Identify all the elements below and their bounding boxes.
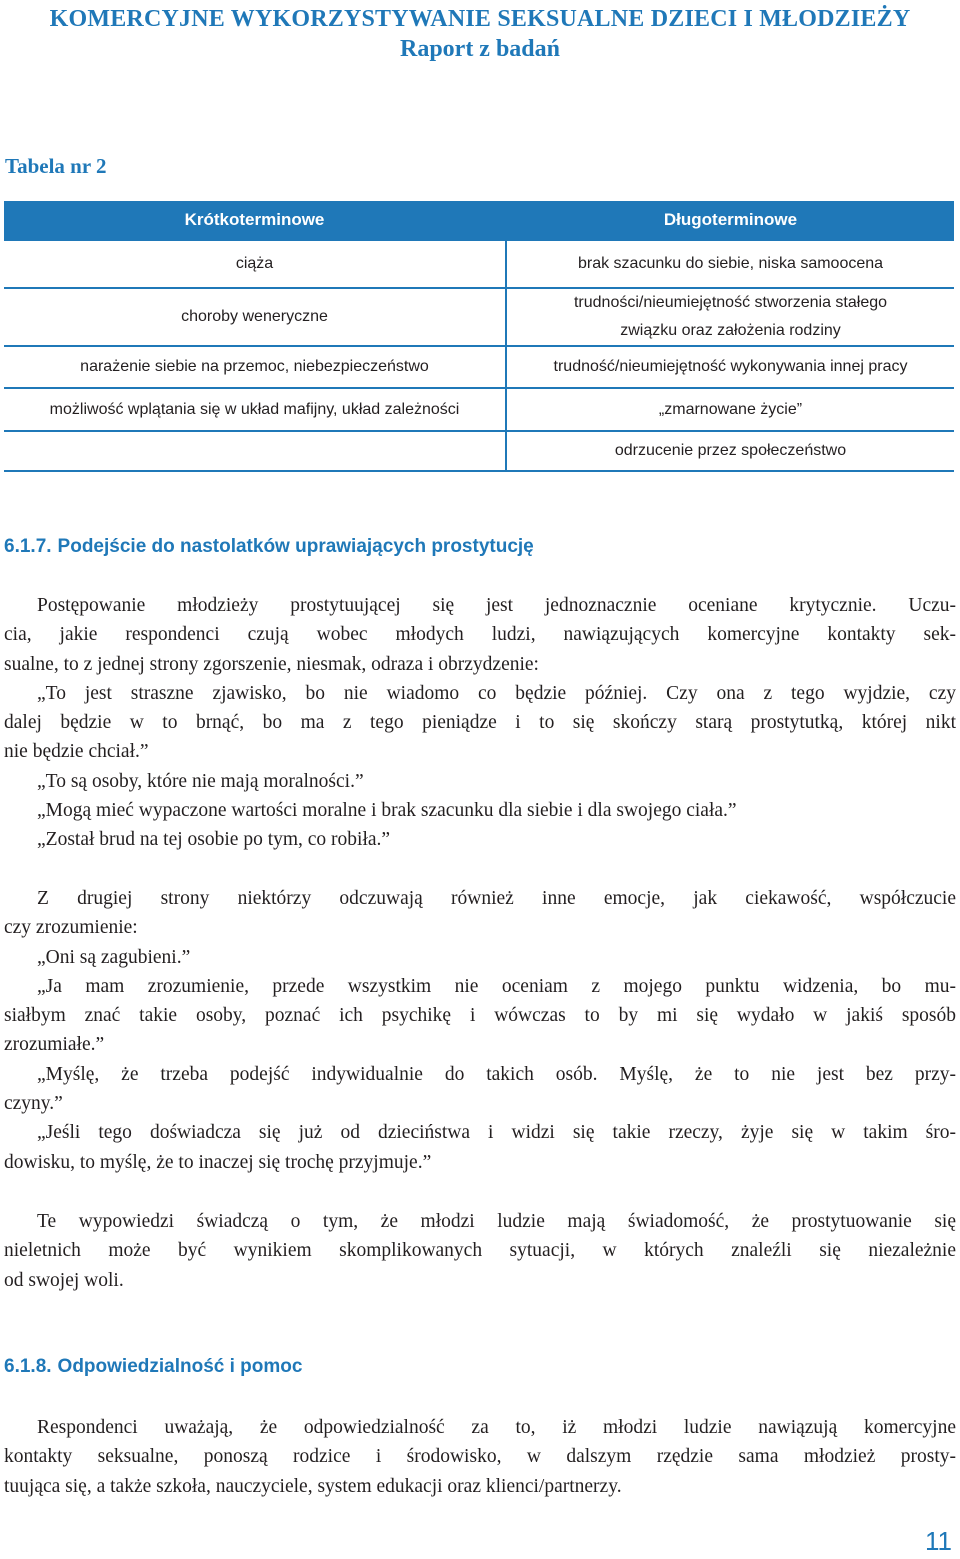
text-line: czy zrozumienie: [4, 917, 138, 939]
quote-line: czyny.” [4, 1093, 63, 1115]
table-cell-line: trudności/nieumiejętność stworzenia stałego [573, 294, 888, 311]
quote-line: „Został brud na tej osobie po tym, co robiła.” [37, 829, 391, 851]
table-cell-empty [4, 432, 505, 470]
short-term-column [4, 201, 505, 472]
quote-line: nie będzie chciał.” [4, 741, 149, 763]
table-cell: brak szacunku do siebie, niska samoocena [507, 241, 954, 287]
quote-line: „Mogą mieć wypaczone wartości moralne i brak szacunku dla siebie i dla swojego ciała.” [37, 800, 737, 822]
section-heading-6-1-7 [4, 536, 534, 558]
table-cell: ciąża [4, 241, 505, 287]
quote-line: „Jeśli tego doświadcza się już od dzieciństwa i widzi się takie rzeczy, żyje się w takim śro- [37, 1122, 956, 1144]
paragraph-2 [4, 884, 956, 1177]
report-title: KOMERCYJNE WYKORZYSTYWANIE SEKSUALNE DZIECI I MŁODZIEŻY [49, 6, 911, 32]
section-heading-6-1-8 [4, 1356, 302, 1378]
report-subtitle: Raport z badań [399, 36, 561, 62]
text-line: Respondenci uważają, że odpowiedzialność za to, iż młodzi ludzie nawiązują komercyjne [37, 1417, 956, 1438]
table-cell: „zmarnowane życie” [507, 389, 954, 430]
quote-line: „Myślę, że trzeba podejść indywidualnie do takich osób. Myślę, że to nie jest bez przy- [37, 1063, 956, 1085]
quote-line: „Oni są zagubieni.” [37, 946, 191, 968]
text-line: Z drugiej strony niektórzy odczuwają również inne emocje, jak ciekawość, współczucie [37, 888, 956, 909]
table-cell: choroby weneryczne [4, 289, 505, 345]
quote-line: siałbym znać takie osoby, poznać ich psychikę i wówczas to by mi się wydało w jakiś sposób [4, 1005, 956, 1027]
quote-line: dowisku, to myślę, że to inaczej się trochę przyjmuje.” [4, 1151, 432, 1173]
section-title: Odpowiedzialność i pomoc [57, 1356, 303, 1377]
text-line: kontakty seksualne, ponoszą rodzice i środowisko, w dalszym rzędzie sama młodzież prosty- [4, 1446, 956, 1468]
section-number: 6.1.7. [4, 536, 52, 557]
table-label: Tabela nr 2 [5, 154, 107, 178]
table-cell [507, 289, 954, 345]
long-term-column [507, 201, 954, 472]
text-line: nieletnich może być wynikiem skomplikowanych sytuacji, w których znaleźli się niezależnie [4, 1240, 956, 1262]
quote-line: „To są osoby, które nie mają moralności.” [37, 770, 364, 792]
consequences-table [4, 201, 954, 472]
text-line: od swojej woli. [4, 1269, 124, 1291]
quote-line: „Ja mam zrozumienie, przede wszystkim nie oceniam z mojego punktu widzenia, bo mu- [37, 975, 956, 997]
long-term-header: Długoterminowe [663, 210, 798, 229]
table-cell: trudność/nieumiejętność wykonywania innej pracy [507, 347, 954, 387]
table-cell: odrzucenie przez społeczeństwo [507, 432, 954, 470]
paragraph-1 [4, 591, 956, 855]
page-header [0, 4, 960, 64]
section-number: 6.1.8. [4, 1356, 52, 1377]
quote-line: dalej będzie w to brnąć, bo ma z tego pieniądze i to się skończy starą prostytutką, której nikt [4, 712, 956, 734]
short-term-header: Krótkoterminowe [184, 210, 325, 229]
text-line: Postępowanie młodzieży prostytuującej się jest jednoznacznie oceniane krytycznie. Uczu- [37, 595, 956, 616]
page-number: 11 [925, 1526, 952, 1556]
section-title: Podejście do nastolatków uprawiających prostytucję [57, 536, 534, 557]
table-cell: możliwość wplątania się w układ mafijny, układ zależności [4, 389, 505, 430]
text-line: sualne, to z jednej strony zgorszenie, niesmak, odraza i obrzydzenie: [4, 653, 539, 675]
quote-line: „To jest straszne zjawisko, bo nie wiadomo co będzie później. Czy ona z tego wyjdzie, czy [37, 682, 956, 704]
table-cell: narażenie siebie na przemoc, niebezpieczeństwo [4, 347, 505, 387]
text-line: cia, jakie respondenci czują wobec młodych ludzi, nawiązujących komercyjne kontakty sek- [4, 624, 956, 646]
paragraph-4 [4, 1413, 956, 1501]
table-cell-line: związku oraz założenia rodziny [620, 322, 841, 339]
text-line: Te wypowiedzi świadczą o tym, że młodzi ludzie mają świadomość, że prostytuowanie się [37, 1211, 956, 1232]
quote-line: zrozumiałe.” [4, 1034, 105, 1056]
paragraph-3 [4, 1207, 956, 1295]
text-line: tuująca się, a także szkoła, nauczyciele, system edukacji oraz klienci/partnerzy. [4, 1475, 622, 1497]
